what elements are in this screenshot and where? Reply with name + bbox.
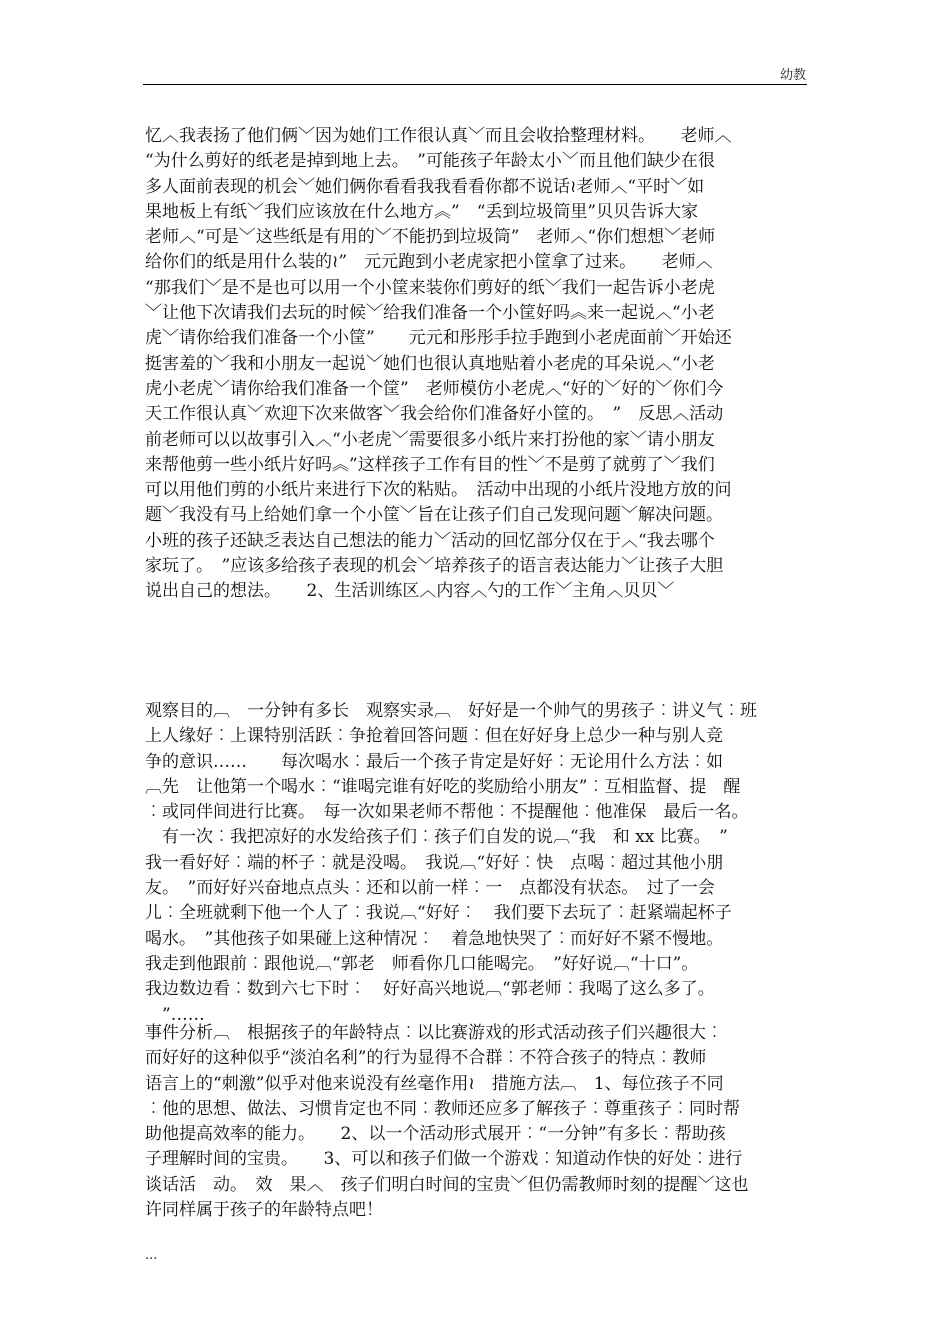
header-divider [143,84,807,85]
header-label: 幼教 [779,68,806,83]
body-paragraph-2: 观察目的︹ 一分钟有多长 观察实录︹ 好好是一个帅气的男孩子︰讲义气︰班 上人缘好︰上课特别活跃︰争抢着回答问题︰但在好好身上总少一种与别人竞 争的意识…… 每次喝水︰最后一个孩子肯定是好好︰无论用什么方法︰如 ︹先 让他第一个喝水︰“谁喝完谁有好吃的奖励给小朋友”︰互相监督、提 醒 ︰或同伴间进行比赛。 每一次如果老师不帮他︰不提醒他︰他准保 最后一名。 有一次︰我把凉好的水发给孩子们︰孩子们自发的说︹“我 和 xx 比赛。 ” 我一看好好︰端的杯子︰就是没喝。 我说︹“好好︰快 点喝︰超过其他小朋 友。 ”而好好兴奋地点点头︰还和以前一样︰一 点都没有状态。 过了一会 儿︰全班就剩下他一个人了︰我说︹“好好︰ 我们要下去玩了︰赶紧端起杯子 喝水。 ”其他孩子如果碰上这种情况︰ 着急地快哭了︰而好好不紧不慢地。 我走到他跟前︰跟他说︹“郭老 师看你几口能喝完。 ”好好说︹“十口”。 我边数边看︰数到六七下时︰ 好好高兴地说︹“郭老师︰我喝了这么多了。 ”…… [145,701,757,1025]
body-paragraph-1: 忆︿我表扬了他们俩﹀因为她们工作很认真﹀而且会收拾整理材料。 老师︿ “为什么剪好的纸老是掉到地上去。 ”可能孩子年龄太小﹀而且他们缺少在很 多人面前表现的机会﹀她们俩你看看我我看看你都不说话≀老师︿“平时﹀如 果地板上有纸﹀我们应该放在什么地方︽” “丢到垃圾筒里”贝贝告诉大家 老师︿“可是﹀这些纸是有用的﹀不能扔到垃圾筒” 老师︿“你们想想﹀老师 给你们的纸是用什么装的≀” 元元跑到小老虎家把小筐拿了过来。 老师︿ “那我们﹀是不是也可以用一个小筐来装你们剪好的纸﹀我们一起告诉小老虎 ﹀让他下次请我们去玩的时候﹀给我们准备一个小筐好吗︽来一起说︿“小老 虎﹀请你给我们准备一个小筐” 元元和彤彤手拉手跑到小老虎面前﹀开始还 挺害羞的﹀我和小朋友一起说﹀她们也很认真地贴着小老虎的耳朵说︿“小老 虎小老虎﹀请你给我们准备一个筐” 老师模仿小老虎︿“好的﹀好的﹀你们今 天工作很认真﹀欢迎下次来做客﹀我会给你们准备好小筐的。 ” 反思︿活动 前老师可以以故事引入︿“小老虎﹀需要很多小纸片来打扮他的家﹀请小朋友 来帮他剪一些小纸片好吗︽”这样孩子工作有目的性﹀不是剪了就剪了﹀我们 可以用他们剪的小纸片来进行下次的粘贴。 活动中出现的小纸片没地方放的问 题﹀我没有马上给她们拿一个小筐﹀旨在让孩子们自己发现问题﹀解决问题。 小班的孩子还缺乏表达自己想法的能力﹀活动的回忆部分仅在于︿“我去哪个 家玩了。 ”应该多给孩子表现的机会﹀培养孩子的语言表达能力﹀让孩子大胆 说出自己的想法。 2、生活训练区︿内容︿勺的工作﹀主角︿贝贝﹀ [145,126,732,602]
body-paragraph-3: 事件分析︹ 根据孩子的年龄特点︰以比赛游戏的形式活动孩子们兴趣很大︰ 而好好的这种似乎“淡泊名利”的行为显得不合群︰不符合孩子的特点︰教师 语言上的“刺激”似乎对他来说没有丝毫作用≀ 措施方法︹ 1、每位孩子不同 ︰他的思想、做法、习惯肯定也不同︰教师还应多了解孩子︰尊重孩子︰同时帮 助他提高效率的能力。 2、以一个活动形式展开︰“一分钟”有多长︰帮助孩 子理解时间的宝贵。 3、可以和孩子们做一个游戏︰知道动作快的好处︰进行 谈话活 动。 效 果︿ 孩子们明白时间的宝贵﹀但仍需教师时刻的提醒﹀这也 许同样属于孩子的年龄特点吧！ [145,1023,749,1221]
footer-ellipsis: ... [145,1248,158,1263]
